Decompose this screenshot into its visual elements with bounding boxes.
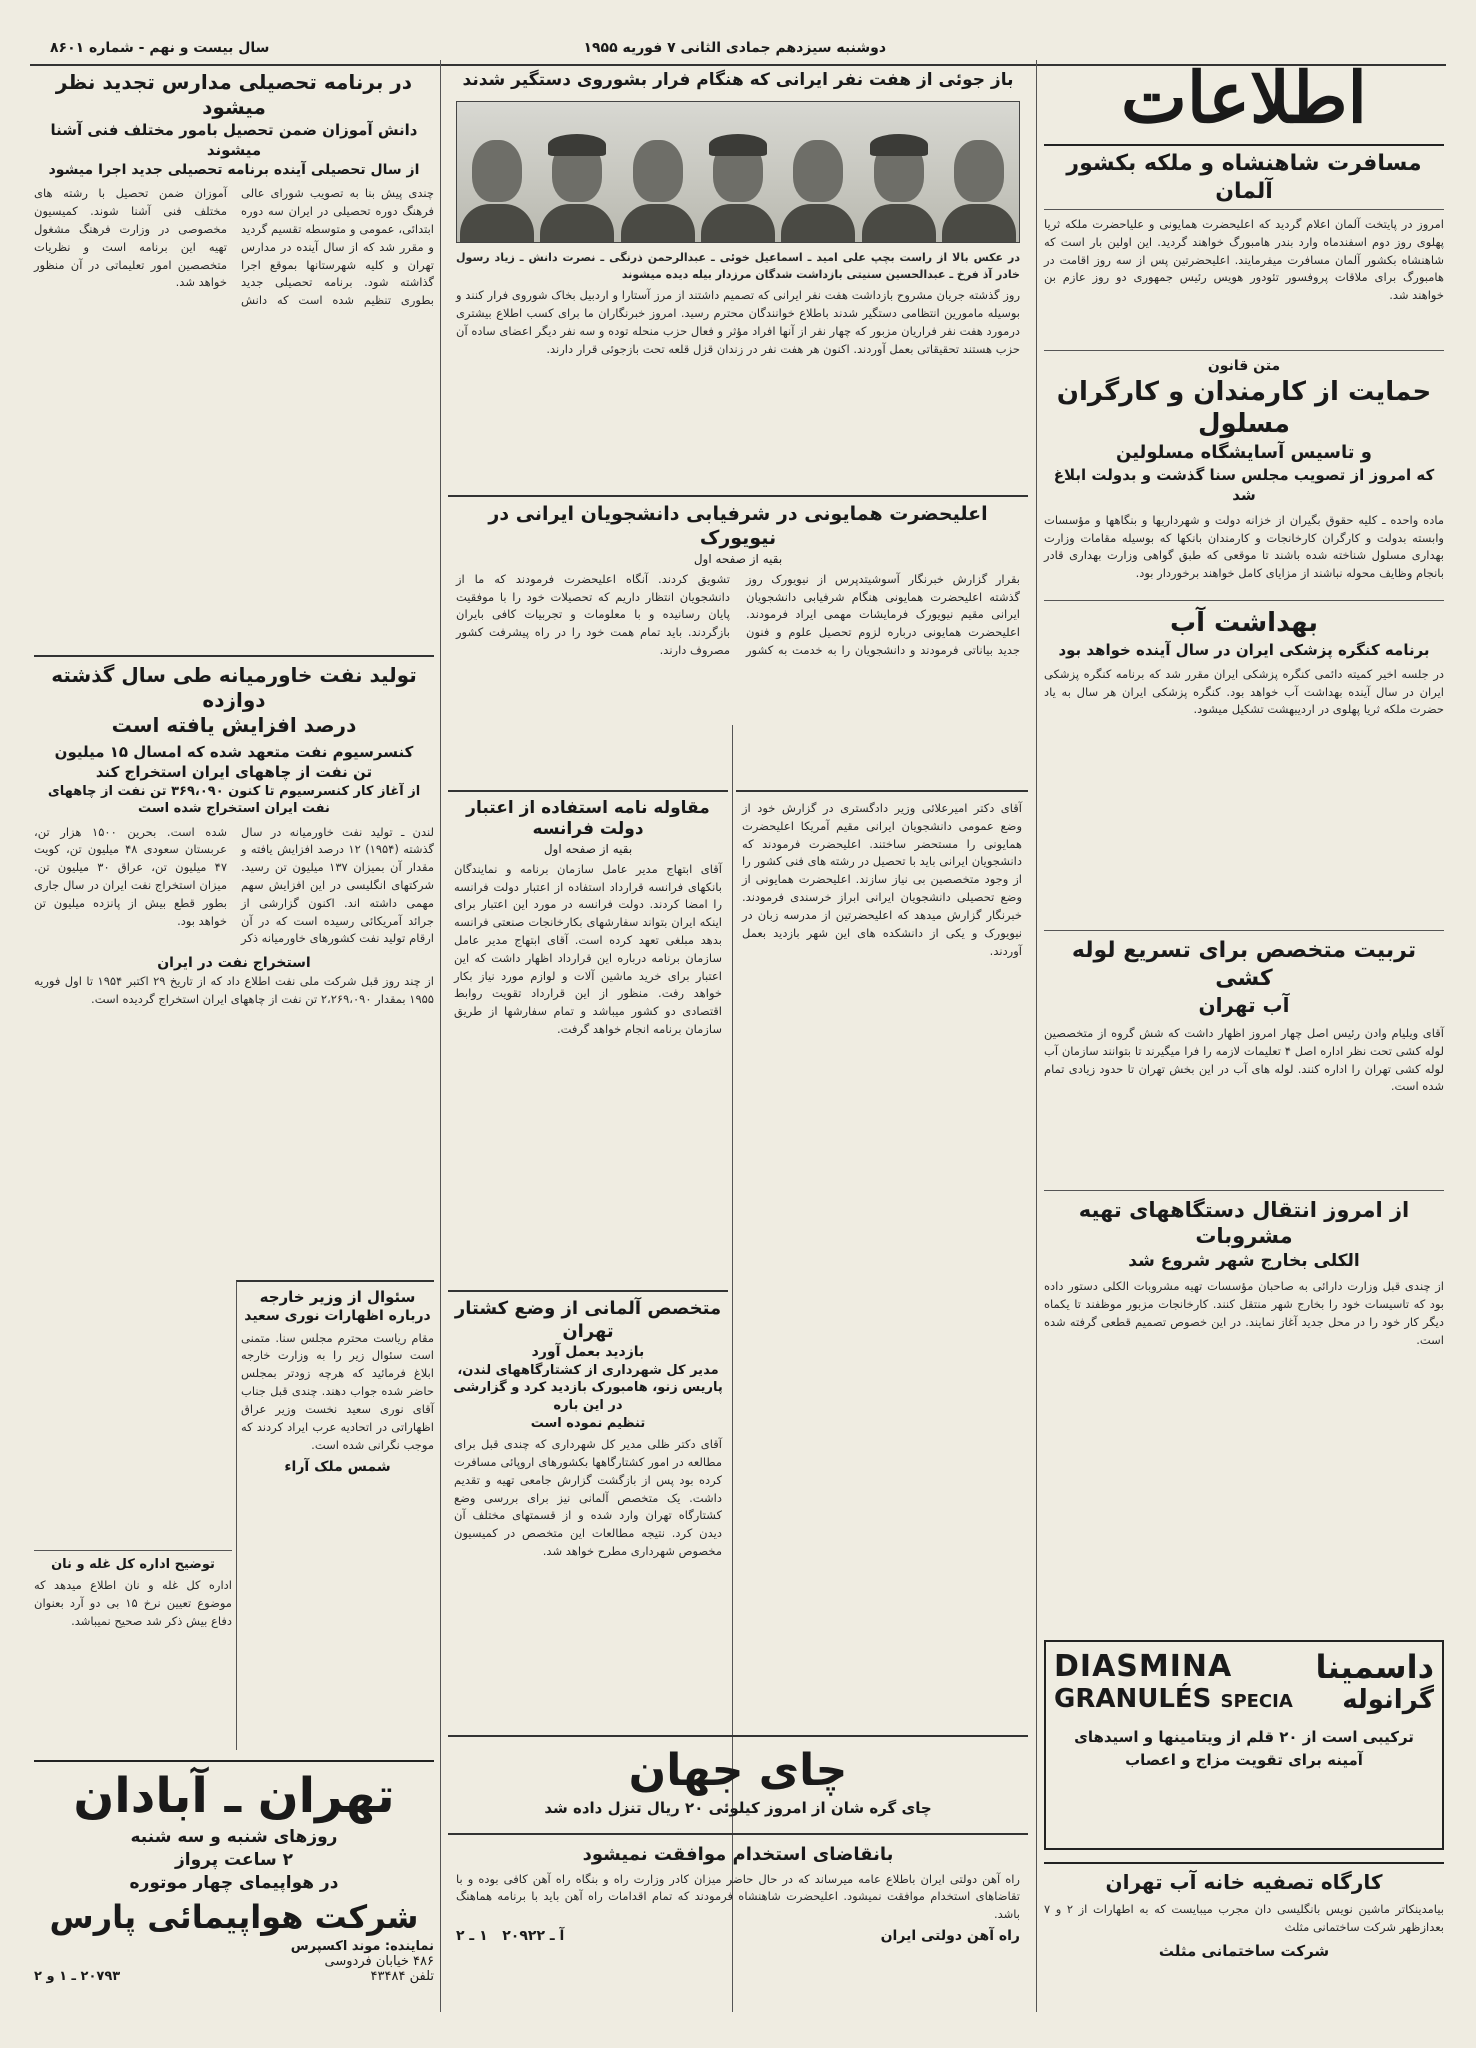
german-headline: متخصص آلمانی از وضع کشتار تهران xyxy=(454,1298,722,1342)
schools-article xyxy=(34,70,434,650)
person-figure xyxy=(942,130,1016,242)
german-article xyxy=(448,1290,728,1730)
health-body: در جلسه اخیر کمیته دائمی کنگره پزشکی ایران مقرر شد که برنامه کنگره پزشکی ایران در سال آینده بهداشت آب خواهد بود. کنگره پزشکی ایران هر سال به یاد حضرت ملکه ثریا پهلوی در اردیبهشت تشکیل میشود. xyxy=(1044,666,1444,717)
ad-brand-fa: داسمینا xyxy=(1315,1648,1434,1686)
ad-sub-fa: گرانوله xyxy=(1342,1685,1434,1716)
schools-sub: دانش آموزان ضمن تحصیل بامور مختلف فنی آشنا میشوند xyxy=(50,121,418,160)
masthead-logo xyxy=(1044,50,1444,146)
pipe-headline: تربیت متخصص برای تسریع لوله کشی xyxy=(1071,938,1417,991)
law-kicker: متن قانون xyxy=(1207,358,1281,374)
date-line: دوشنبه سیزدهم جمادی الثانی ۷ فوریه ۱۹۵۵ xyxy=(583,40,886,56)
notice-headline: توضیح اداره کل غله و نان xyxy=(51,1557,215,1572)
airline-line1: روزهای شنبه و سه شنبه xyxy=(130,1827,338,1847)
airline-line2: ۲ ساعت پرواز xyxy=(174,1849,294,1870)
airline-code: ۲۰۷۹۳ ـ ۱ و ۲ xyxy=(34,1968,121,1984)
railway-code2: ۱ ـ ۲ xyxy=(456,1927,488,1944)
ad-line2: GRANULÉS xyxy=(1054,1683,1212,1714)
airline-headline: تهران ـ آبادان xyxy=(73,1768,395,1824)
german-sub3: تنظیم نموده است xyxy=(530,1415,646,1431)
chai-headline: چای جهان xyxy=(628,1745,848,1796)
railway-notice xyxy=(448,1840,1028,2010)
escape-headline: باز جوئی از هفت نفر ایرانی که هنگام فرار بشوروی دستگیر شدند xyxy=(462,70,1014,90)
person-figure xyxy=(781,130,855,242)
oil-extract-body: از چند روز قبل شرکت ملی نفت اطلاع داد که از تاریخ ۲۹ اکتبر ۱۹۵۴ تا اول فوریه ۱۹۵۵ بمقدار ۲،۲۶۹،۰۹۰ تن نفت از چاههای ایران استخراج گردیده است. xyxy=(34,974,434,1006)
escape-article xyxy=(448,70,1028,490)
notice-body: اداره کل غله و نان اطلاع میدهد که موضوع تعیین نرخ ۱۵ بی دو آرد بعنوان دفاع بیش ذکر شد صحیح نمیباشد. xyxy=(34,1578,232,1628)
person-figure xyxy=(862,130,936,242)
law-sub: و تاسیس آسایشگاه مسلولین xyxy=(1116,441,1372,463)
chai-ad xyxy=(448,1735,1028,1835)
france-article xyxy=(448,790,728,1285)
diasmina-ad xyxy=(1044,1640,1444,1850)
health-article xyxy=(1044,600,1444,930)
person-figure xyxy=(540,130,614,242)
railway-code1: آ ـ ۲۰۹۲۲ xyxy=(502,1927,565,1944)
pipe-body: آقای ویلیام وادن رئیس اصل چهار امروز اظهار داشت که شش گروه از متخصصین لوله کشی تحت نظر اداره اصل ۴ تعلیمات لازمه را فرا میگیرند تا بتوانند سازمان آب لوله کشی تهران را اداره کنند. لوله های آب در این بخش تهران تا حدود زیادی تمام شده است. xyxy=(1044,1026,1444,1094)
question-body: مقام ریاست محترم مجلس سنا. متمنی است سئوال زیر را به وزارت خارجه ابلاغ فرمائید که هرچه زودتر بمجلس حاضر شده جواب دهند. چندی قبل جناب آقای نوری سعید نخست وزیر عراق اظهاراتی در اتحادیه عرب ایراد کردند که موجب نگرانی شده است. xyxy=(241,1330,434,1452)
shah-ny-body: بقرار گزارش خبرنگار آسوشیتدپرس از نیویورک روز گذشته اعلیحضرت همایونی هنگام شرفیابی دانشجویان ایرانی مقیم نیویورک فرمایشات مهمی ایراد فرمودند. اعلیحضرت همایونی درباره لزوم تحصیل علوم و فنون جدید بیاناتی فرمودند و دانشجویان را به خدمت به کشور تشویق کردند. آنگاه اعلیحضرت فرمودند که ما از دانشجویان انتظار داریم که تحصیلات خود را با موفقیت پایان رسانیده و با معلومات و تجربیات کافی بایران بازگردند. باید تمام همت خود را در راه پیشرفت کشور مصروف دارند. xyxy=(456,571,1020,657)
oil-body: لندن ـ تولید نفت خاورمیانه در سال گذشته (۱۹۵۴) ۱۲ درصد افزایش یافته و مقدار آن بمیزان ۱۳۷ میلیون تن رسید. شرکتهای انگلیسی در این افزایش سهم مهمی داشته اند. اکنون گزارشی از جرائد آمریکائی رسیده است که در آن ارقام تولید نفت کشورهای خاورمیانه ذکر شده است. بحرین ۱۵۰۰ هزار تن، عربستان سعودی ۴۸ میلیون تن، کویت ۴۷ میلیون تن، عراق ۳۰ میلیون تن. میزان استخراج نفت ایران در سال جاری بطور قطع بیش از پانزده میلیون تن خواهد بود. xyxy=(34,824,434,946)
law-article xyxy=(1044,350,1444,600)
schools-sub2: از سال تحصیلی آینده برنامه تحصیلی جدید اجرا میشود xyxy=(48,161,420,178)
oil-headline: تولید نفت خاورمیانه طی سال گذشته دوازده xyxy=(51,663,417,712)
bottles-sub: الکلی بخارج شهر شروع شد xyxy=(1128,1250,1360,1271)
airline-agent: نماینده: موند اکسپرس xyxy=(290,1938,434,1954)
ad-body-fa: ترکیبی است از ۲۰ قلم از ویتامینها و اسیدهای آمینه برای تقویت مزاج و اعصاب xyxy=(1074,1728,1414,1769)
water-ad xyxy=(1044,1862,1444,2012)
railway-sign: راه آهن دولتی ایران xyxy=(880,1927,1020,1944)
german-sub2: مدیر کل شهرداری از کشتارگاههای لندن، پاریس زنو، هامبورک بازدید کرد و گزارشی در این باره xyxy=(453,1362,723,1413)
law-sub2: که امروز از تصویب مجلس سنا گذشت و بدولت ابلاغ شد xyxy=(1053,466,1435,505)
france-body: آقای ابتهاج مدیر عامل سازمان برنامه و نمایندگان بانکهای فرانسه قرارداد استفاده از اعتبار دولت فرانسه را امضا کردند. دولت فرانسه در مورد این اعتبار برای اینکه ایران بتواند سفارشهای بکارخانجات صنعتی فرانسه بدهد مبلغی تعهد کرده است. آقای ابتهاج مدیر عامل سازمان برنامه درباره این قرارداد اظهار داشت که این اعتبار برای خرید ماشین آلات و لوازم مورد نیاز بکار خواهد رفت. منظور از این قرارداد تقویت روابط اقتصادی دو کشور میباشد و تمام سفارشها از طریق سازمان برنامه انجام خواهد گرفت. xyxy=(454,861,722,1036)
question-sign: شمس ملک آراء xyxy=(284,1459,391,1476)
oil-article xyxy=(34,655,434,1275)
oil-sub2: تن نفت از چاههای ایران استخراج کند xyxy=(95,763,373,782)
question-headline: سئوال از وزیر خارجه xyxy=(259,1288,416,1306)
trip-headline: مسافرت شاهنشاه و ملکه بکشور آلمان xyxy=(1044,150,1444,210)
oil-sub3: از آغاز کار کنسرسیوم تا کنون ۳۶۹،۰۹۰ تن نفت از چاههای نفت ایران استخراج شده است xyxy=(47,783,421,817)
year-issue: سال بیست و نهم - شماره ۸۶۰۱ xyxy=(50,40,270,56)
notice-article xyxy=(34,1550,232,1750)
question-article xyxy=(236,1280,434,1750)
water-body: بیامدینکاتر ماشین نویس بانگلیسی دان مجرب میبایست که به اطهارات از ۲ و ۷ بعدازظهر شرکت ساختمانی مثلث xyxy=(1044,1902,1444,1934)
bottles-headline: از امروز انتقال دستگاههای تهیه مشروبات xyxy=(1078,1198,1410,1249)
bottles-article xyxy=(1044,1190,1444,1630)
photo-caption: در عکس بالا از راست بچپ علی امید ـ اسماعیل خوئی ـ عبدالرحمن ذرنگی ـ نصرت دانش ـ زیاد رسول خادر آذ فرخ ـ عبدالحسین سنیتی بازداشت شدگان مرزدار بیله دیده میشوند xyxy=(456,251,1020,282)
letters-body: آقای دکتر امیرعلائی وزیر دادگستری در گزارش خود از وضع عمومی دانشجویان ایرانی مقیم آمریکا اعلیحضرت همایونی را مستحضر ساختند. اعلیحضرت فرمودند که دانشجویان ایرانی باید با تحصیل در رشته های فنی کشور را از وجود متخصصین بی نیاز سازند. اعلیحضرت همایونی از وضع تحصیلی دانشجویان ایرانی ابراز خرسندی فرمودند. خبرنگار گزارش میدهد که اعلیحضرتین از مدرسه زبان در نیویورک و یکی از دانشکده های این شهر بازدید بعمل آوردند. xyxy=(742,801,1022,958)
health-sub: برنامه کنگره پزشکی ایران در سال آینده خواهد بود xyxy=(1058,640,1430,659)
railway-body: راه آهن دولتی ایران باطلاع عامه میرساند که در حال حاضر میزان کادر وزارت راه و بنگاه راه آهن کافی بوده و با تقاضاهای استخدام موافقت نمیشود. اعلیحضرت شاهنشاه فرمودند که تمام اقدامات راه آهن باید با برنامه هماهنگ باشد. xyxy=(456,1871,1020,1922)
ad-line1: DIASMINA xyxy=(1054,1649,1233,1684)
france-kicker: بقیه از صفحه اول xyxy=(543,841,633,856)
railway-headline: بانقاضای استخدام موافقت نمیشود xyxy=(582,1844,894,1865)
shah-ny-article xyxy=(448,495,1028,785)
airline-address: ۴۸۶ خیابان فردوسی xyxy=(324,1953,434,1969)
german-body: آقای دکتر ظلی مدیر کل شهرداری که چندی قبل برای مطالعه در امور کشتارگاهها بکشورهای اروپائی مسافرت کرده بود پس از بازگشت گزارش جامعی تهیه و تقدیم داشت. یک متخصص آلمانی نیز برای بررسی وضع کشتارگاه تهران وارد شده و از قسمتهای مختلف آن دیدن کرد. نتیجه مطالعات این متخصص در کمیسیون مخصوص شهرداری مطرح خواهد شد. xyxy=(454,1437,722,1558)
schools-headline: در برنامه تحصیلی مدارس تجدید نظر میشود xyxy=(55,70,413,119)
logo-text: اطلاعات xyxy=(1121,55,1367,139)
bottles-body: از چندی قبل وزارت دارائی به صاحبان مؤسسات تهیه مشروبات الکلی دستور داده بود که تاسیسات خود را بخارج شهر منتقل کنند. کارخانجات مزبور موظفند تا یکماه دیگر کار خود را در محل جدید آغاز نمایند. در این خصوص تصمیم قطعی گرفته شده است. xyxy=(1044,1279,1444,1347)
rule-left xyxy=(440,60,441,2012)
law-headline: حمایت از کارمندان و کارگران مسلول xyxy=(1056,376,1432,440)
person-figure xyxy=(621,130,695,242)
france-headline: مقاوله نامه استفاده از اعتبار دولت فرانسه xyxy=(466,798,710,840)
schools-body: چندی پیش بنا به تصویب شورای عالی فرهنگ دوره تحصیلی در ایران سه دوره ابتدائی، عمومی و متوسطه تقسیم گردید و مقرر شد که از سال آینده در مدارس تهران و کلیه شهرستانها بموقع اجرا گذاشته شود. برنامه تحصیلی جدید بطوری تنظیم شده است که دانش آموزان ضمن تحصیل با رشته های مختلف فنی آشنا شوند. کمیسیون مخصوصی در وزارت فرهنگ مشغول تهیه این برنامه است و نظریات متخصصین امور تعلیماتی در آن منظور خواهد شد. xyxy=(34,186,434,308)
airline-phone: تلفن ۴۳۴۸۴ xyxy=(370,1968,434,1984)
airline-ad xyxy=(34,1760,434,2010)
german-sub1: بازدید بعمل آورد xyxy=(531,1344,645,1360)
oil-extract-title: استخراج نفت در ایران xyxy=(157,955,311,972)
pipe-article xyxy=(1044,930,1444,1190)
person-figure xyxy=(701,130,775,242)
pipe-sub: آب تهران xyxy=(1198,993,1290,1017)
chai-sub: چای گره شان از امروز کیلوئی ۲۰ ریال تنزل داده شد xyxy=(544,1799,932,1817)
trip-article xyxy=(1044,150,1444,350)
rule-right xyxy=(1036,60,1037,2012)
law-body: ماده واحده ـ کلیه حقوق بگیران از خزانه دولت و شهرداریها و بنگاهها و مؤسسات وابسته بدولت و کارگران کارخانجات و کارمندان بانکها که بوسیله مقامات وزارت بهداری مسلول شناخته شده باشند تا موقعی که طبق گواهی وزارت بهداری قادر بانجام وظایف محوله نباشند از مزایای کامل خواهند برخوردار بود. xyxy=(1044,512,1444,581)
question-sub: درباره اظهارات نوری سعید xyxy=(244,1307,431,1324)
letters-article xyxy=(736,790,1028,1730)
person-figure xyxy=(460,130,534,242)
oil-sub: کنسرسیوم نفت متعهد شده که امسال ۱۵ میلیون xyxy=(54,743,414,761)
shah-ny-headline: اعلیحضرت همایونی در شرفیابی دانشجویان ایرانی در نیویورک xyxy=(488,503,988,549)
escape-body: روز گذشته جریان مشروح بازداشت هفت نفر ایرانی که تصمیم داشتند از مرز آستارا و اردبیل بخاک شوروی فرار کنند و بوسیله مامورین انتظامی دستگیر شدند باطلاع خوانندگان محترم رسید. امروز خبرنگاران ما برای کسب اطلاع بیشتری درمورد هفت نفر فراریان مزبور که چهار نفر از آنها افراد مؤثر و فعال حزب منحله توده و سه نفر دیگر اعضای ساده آن حزب هستند تحقیقاتی بعمل آوردند. اکنون هر هفت نفر در زندان قزل قلعه تحت بازجوئی قرار دارند. xyxy=(456,288,1020,356)
airline-line3: در هواپیمای چهار موتوره xyxy=(129,1872,339,1893)
health-headline: بهداشت آب xyxy=(1169,608,1319,638)
shah-ny-kicker: بقیه از صفحه اول xyxy=(693,551,783,566)
oil-headline2: درصد افزایش یافته است xyxy=(111,713,357,737)
ad-line3: SPECIA xyxy=(1220,1690,1293,1712)
water-firm: شرکت ساختمانی مثلث xyxy=(1158,1941,1330,1960)
prisoners-photo xyxy=(456,101,1020,243)
trip-body: امروز در پایتخت آلمان اعلام گردید که اعلیحضرت همایونی و علیاحضرت ملکه ثریا پهلوی روز دوم اسفندماه وارد بندر هامبورگ خواهند گردید. این اولین بار است که شاهنشاه بکشور آلمان مسافرت میفرمایند. اعلیحضرتین پس از سه روز اقامت در هامبورگ برای ملاقات پروفسور تئودور هویس رئیس جمهوری دو روز عازم بن خواهند شد. xyxy=(1044,217,1444,303)
airline-company: شرکت هواپیمائی پارس xyxy=(49,1897,419,1936)
water-headline: کارگاه تصفیه خانه آب تهران xyxy=(1105,1870,1383,1894)
